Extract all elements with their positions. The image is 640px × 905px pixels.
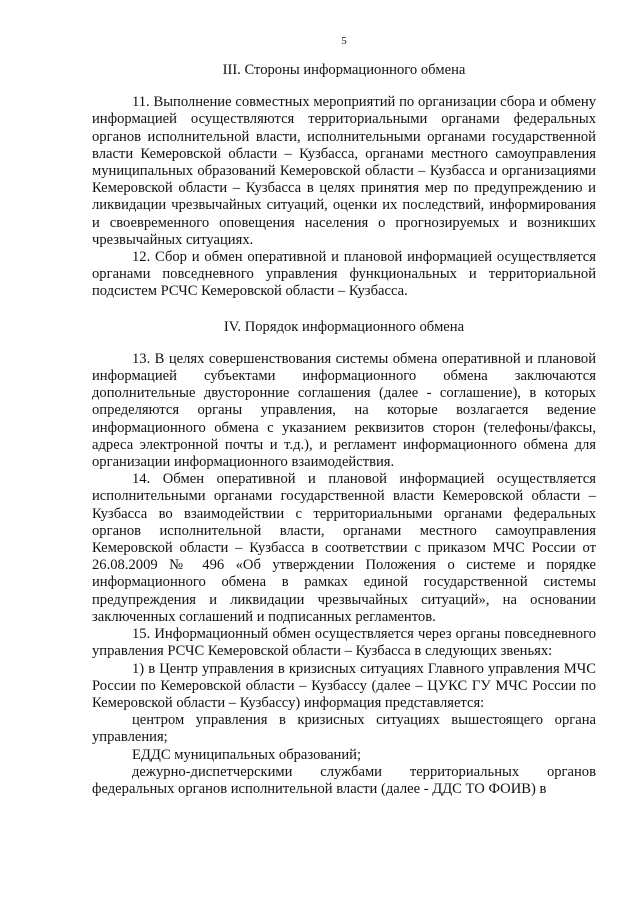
section-3-body bbox=[92, 94, 596, 300]
paragraph-15: 15. Информационный обмен осуществляется через органы повседневного управления РСЧС Кемеровской области – Кузбасса в следующих звеньях: bbox=[92, 626, 596, 660]
paragraph-12: 12. Сбор и обмен оперативной и плановой информацией осуществляется органами повседневного управления функциональных и территориальной подсистем РСЧС Кемеровской области – Кузбасса. bbox=[92, 249, 596, 300]
document-page bbox=[92, 34, 596, 798]
section-4-heading: IV. Порядок информационного обмена bbox=[223, 318, 465, 335]
section-4-body bbox=[92, 351, 596, 798]
paragraph-13: 13. В целях совершенствования системы обмена оперативной и плановой информацией субъектами информационного обмена заключаются дополнительные двусторонние соглашения (далее - соглашение), в которых определяются органы управления, на которые возлагается ведение информационного обмена с указанием реквизитов сторон (телефоны/факсы, адреса электронной почты и т.д.), и регламент информационного обмена для организации информационного взаимодействия. bbox=[92, 350, 596, 471]
list-item-1: 1) в Центр управления в кризисных ситуациях Главного управления МЧС России по Кемеровской области – Кузбассу (далее – ЦУКС ГУ МЧС России по Кемеровской области – Кузбассу) информация представляется: bbox=[92, 660, 596, 711]
paragraph-11: 11. Выполнение совместных мероприятий по организации сбора и обмену информацией осуществляются территориальными органами федеральных органов исполнительной власти, исполнительными органами государственной власти Кемеровской области – Кузбасса, органами местного самоуправления муниципальных образований Кемеровской области – Кузбасса и организациями Кемеровской области – Кузбасса в целях принятия мер по предупреждению и ликвидации чрезвычайных ситуаций, оценки их последствий, информирования и своевременного оповещения населения о прогнозируемых и возникших чрезвычайных ситуациях. bbox=[92, 94, 596, 248]
paragraph-14: 14. Обмен оперативной и плановой информацией осуществляется исполнительными органами государственной власти Кемеровской области – Кузбасса во взаимодействии с территориальными органами федеральных органов исполнительной власти, органами местного самоуправления Кемеровской области – Кузбасса в соответствии с приказом МЧС России от 26.08.2009 № 496 «Об утверждении Положения о системе и порядке информационного обмена в рамках единой государственной системы предупреждения и ликвидации чрезвычайных ситуаций», на основании заключенных соглашений и подписанных регламентов. bbox=[92, 471, 596, 625]
page-number: 5 bbox=[341, 35, 347, 47]
list-subitem-edds: ЕДДС муниципальных образований; bbox=[132, 746, 362, 763]
list-subitem-crisis-center: центром управления в кризисных ситуациях вышестоящего органа управления; bbox=[92, 712, 596, 746]
list-subitem-dds: дежурно-диспетчерскими службами территориальных органов федеральных органов исполнительной власти (далее - ДДС ТО ФОИВ) в bbox=[92, 763, 596, 797]
section-3-heading: III. Стороны информационного обмена bbox=[222, 62, 466, 78]
